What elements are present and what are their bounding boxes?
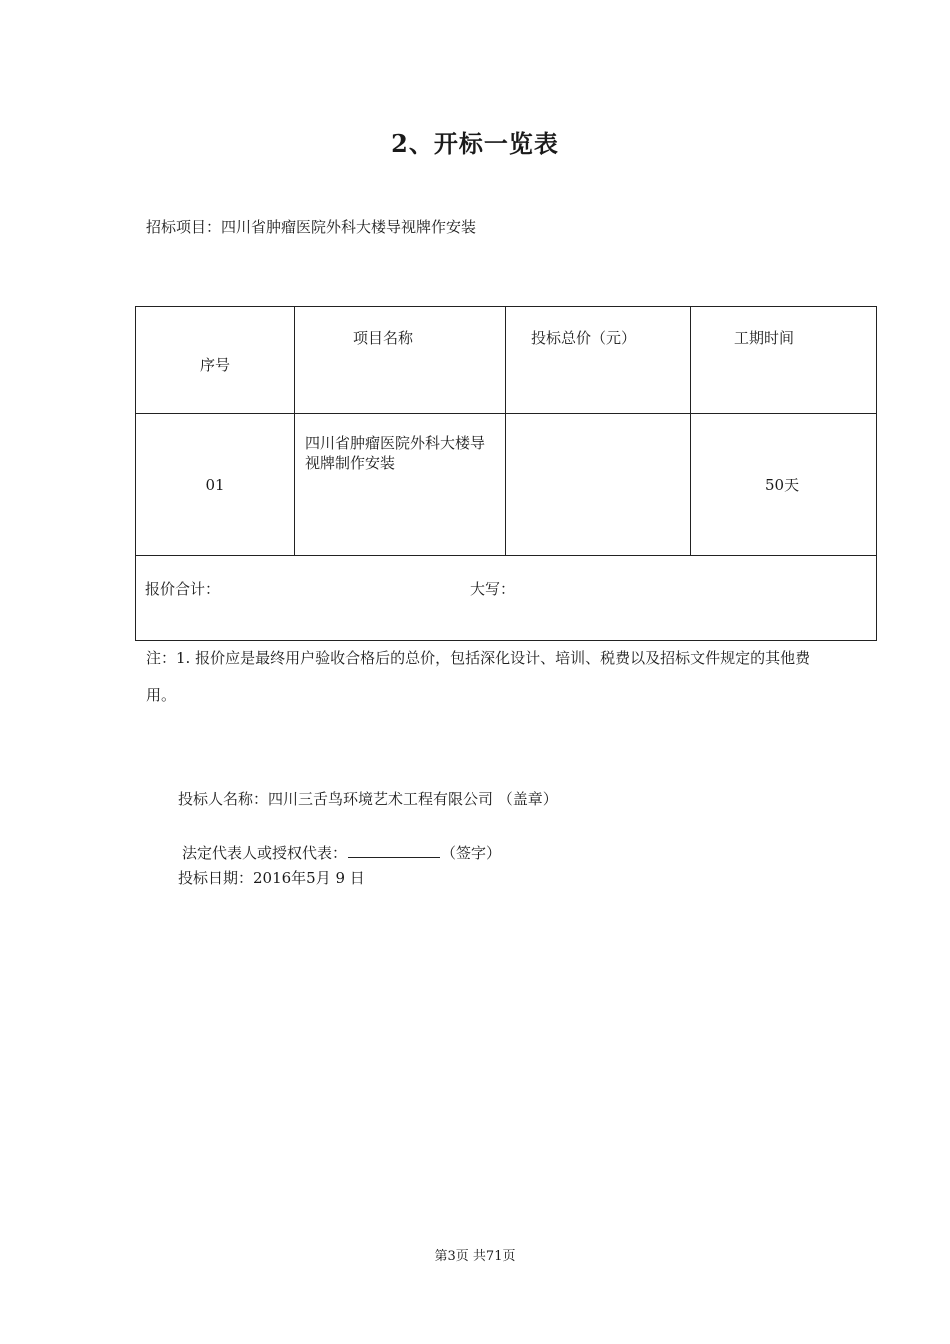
- representative-line: [182, 842, 501, 863]
- row-period: 50天: [691, 414, 877, 556]
- note-text: 注：1. 报价应是最终用户验收合格后的总价，包括深化设计、培训、税费以及招标文件规定的其他费用。: [146, 649, 811, 704]
- row-price: [506, 414, 691, 556]
- total-label: 报价合计：: [145, 580, 221, 598]
- header-price: 投标总价（元）: [506, 307, 691, 414]
- project-line: 招标项目：四川省肿瘤医院外科大楼导视牌作安装: [146, 218, 477, 236]
- bid-summary-table: [135, 306, 877, 641]
- bid-date-line: 投标日期：2016年5月 9 日: [178, 869, 365, 887]
- header-seq: [136, 307, 295, 414]
- page-title: 2、开标一览表: [391, 129, 559, 158]
- bidder-name-line: 投标人名称：四川三舌鸟环境艺术工程有限公司 （盖章）: [178, 790, 558, 808]
- uppercase-label: 大写：: [470, 580, 516, 598]
- row-seq: 01: [136, 414, 295, 556]
- representative-label: 法定代表人或授权代表：: [182, 844, 348, 862]
- signature-suffix: （签字）: [441, 844, 502, 862]
- header-period: 工期时间: [691, 307, 877, 414]
- page-footer: 第3页 共71页: [434, 1249, 516, 1264]
- header-seq-label: 序号: [199, 355, 230, 374]
- row-name: 四川省肿瘤医院外科大楼导视牌制作安装: [295, 414, 506, 556]
- total-cell: [136, 556, 877, 641]
- total-row: [136, 556, 877, 641]
- table-header-row: [136, 307, 877, 414]
- table-row: [136, 414, 877, 556]
- header-name: 项目名称: [295, 307, 506, 414]
- signature-blank: [348, 843, 440, 858]
